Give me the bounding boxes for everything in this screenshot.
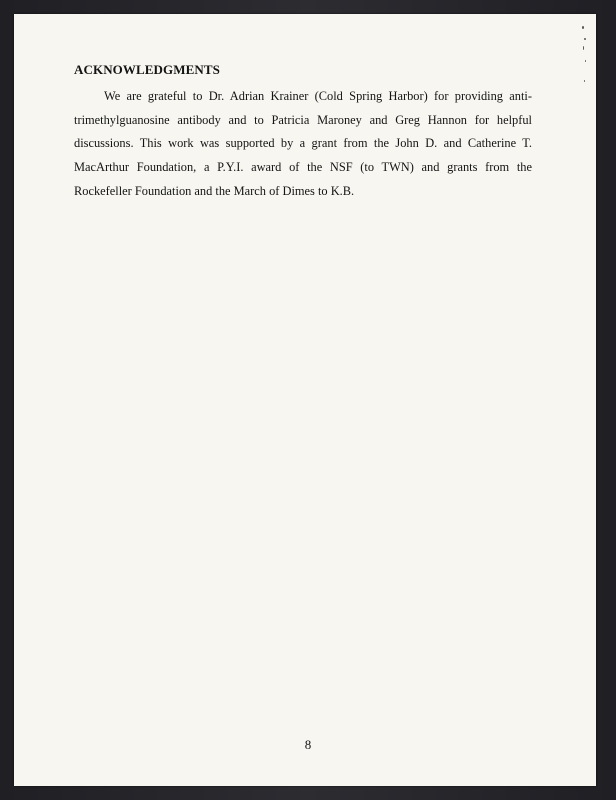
section-heading: ACKNOWLEDGMENTS [74, 62, 220, 77]
acknowledgments-section [74, 62, 532, 204]
acknowledgments-paragraph: We are grateful to Dr. Adrian Krainer (Cold Spring Harbor) for providing anti-trimethylguanosine antibody and to Patricia Maroney and Greg Hannon for helpful discussions. This work was supported by a grant from the John D. and Catherine T. MacArthur Foundation, a P.Y.I. award of the NSF (to TWN) and grants from the Rockefeller Foundation and the March of Dimes to K.B. [74, 89, 532, 198]
scan-specks [576, 20, 590, 110]
page-number: 8 [304, 737, 312, 752]
